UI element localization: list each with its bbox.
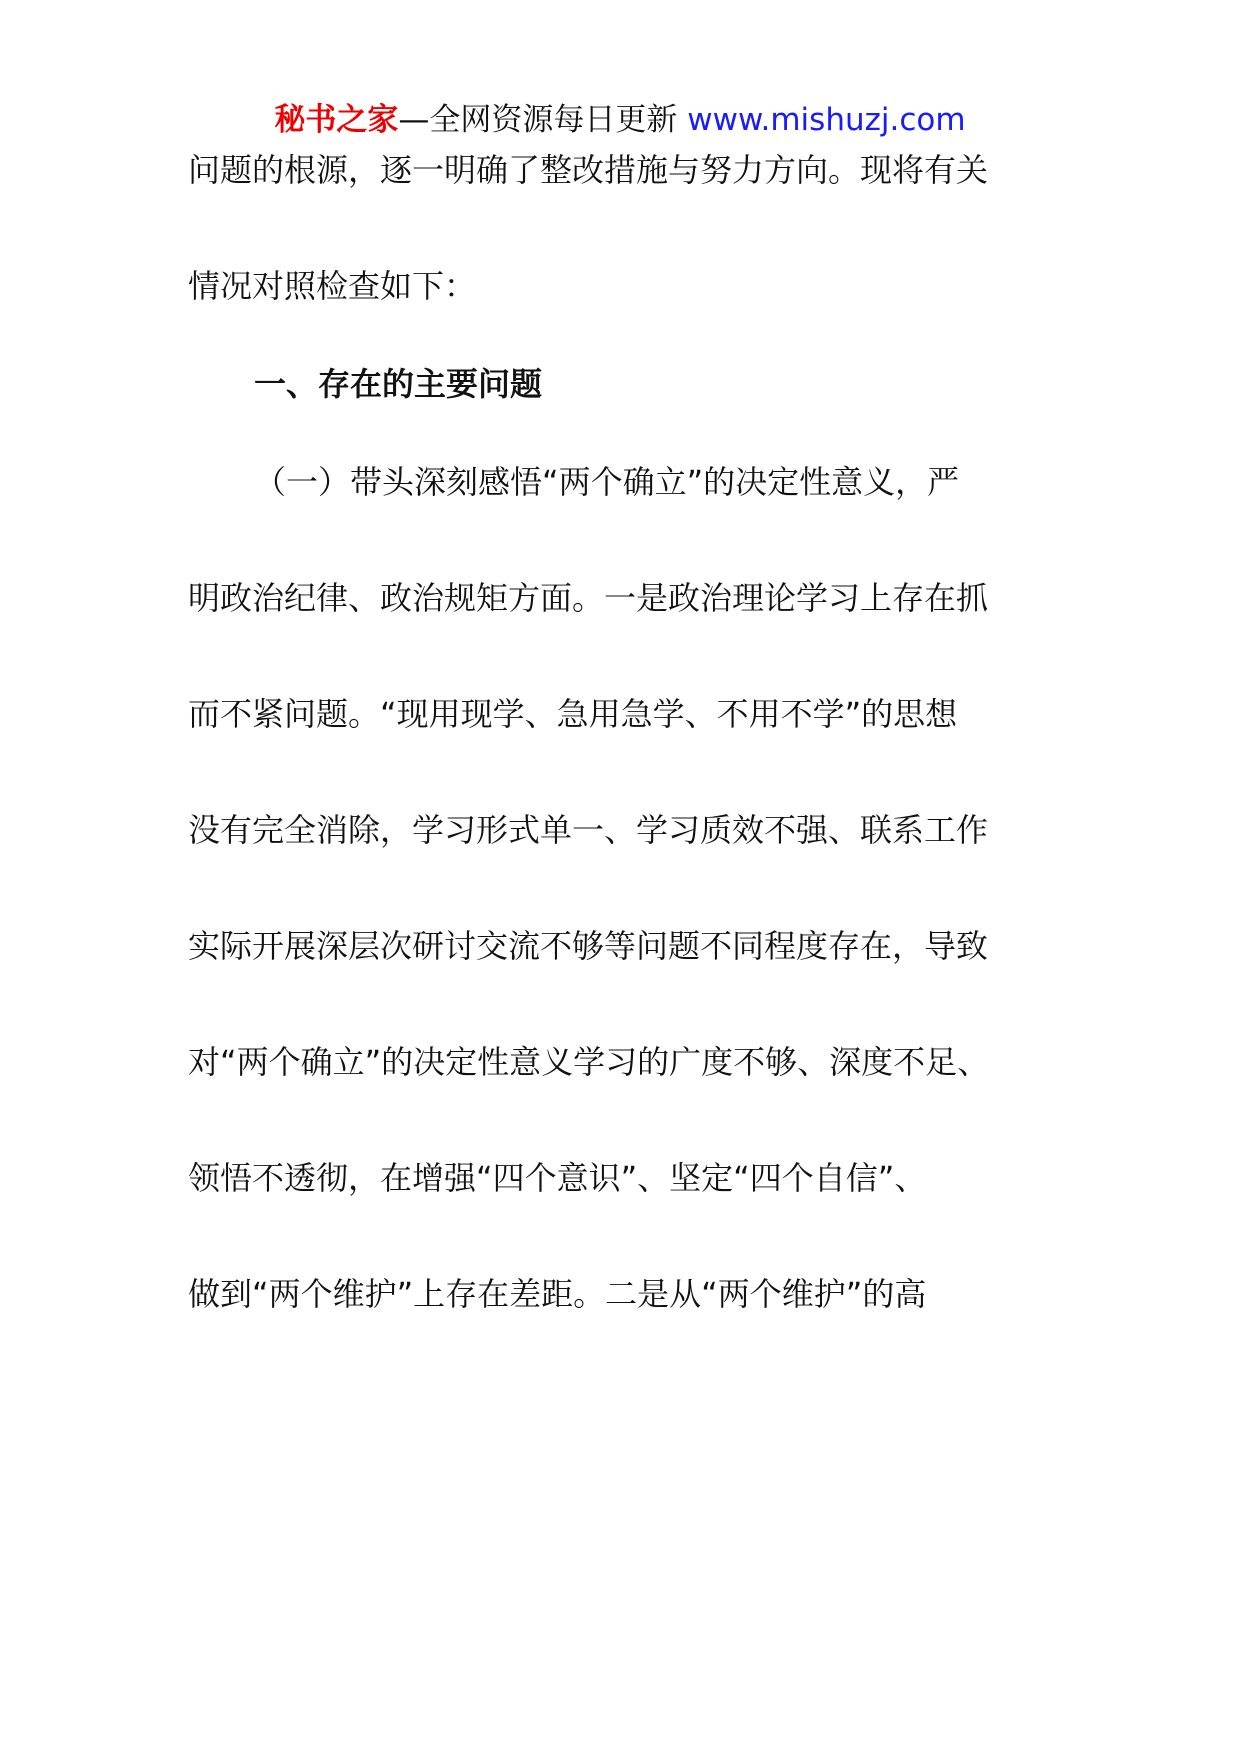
- subsection-heading-line: （一）带头深刻感悟“两个确立”的决定性意义，严: [254, 463, 960, 501]
- page-header: [0, 100, 1240, 140]
- body-text-line-4: 而不紧问题。“现用现学、急用急学、不用不学”的思想: [188, 695, 958, 733]
- body-text-line-7: 对“两个确立”的决定性意义学习的广度不够、深度不足、: [188, 1043, 990, 1081]
- body-text-line-8: 领悟不透彻，在增强“四个意识”、坚定“四个自信”、: [188, 1159, 927, 1197]
- body-text-line-6: 实际开展深层次研讨交流不够等问题不同程度存在，导致: [188, 927, 989, 965]
- body-text-line-9: 做到“两个维护”上存在差距。二是从“两个维护”的高: [188, 1275, 927, 1313]
- header-tagline: —全网资源每日更新: [398, 102, 678, 138]
- body-text-line-1: 问题的根源，逐一明确了整改措施与努力方向。现将有关: [188, 151, 989, 189]
- brand-name: 秘书之家: [274, 102, 399, 138]
- section-heading: 一、存在的主要问题: [254, 365, 543, 403]
- body-text-line-2: 情况对照检查如下：: [188, 267, 477, 305]
- website-link[interactable]: www.mishuzj.com: [687, 102, 966, 138]
- body-text-line-3: 明政治纪律、政治规矩方面。一是政治理论学习上存在抓: [188, 579, 989, 617]
- body-text-line-5: 没有完全消除，学习形式单一、学习质效不强、联系工作: [188, 811, 989, 849]
